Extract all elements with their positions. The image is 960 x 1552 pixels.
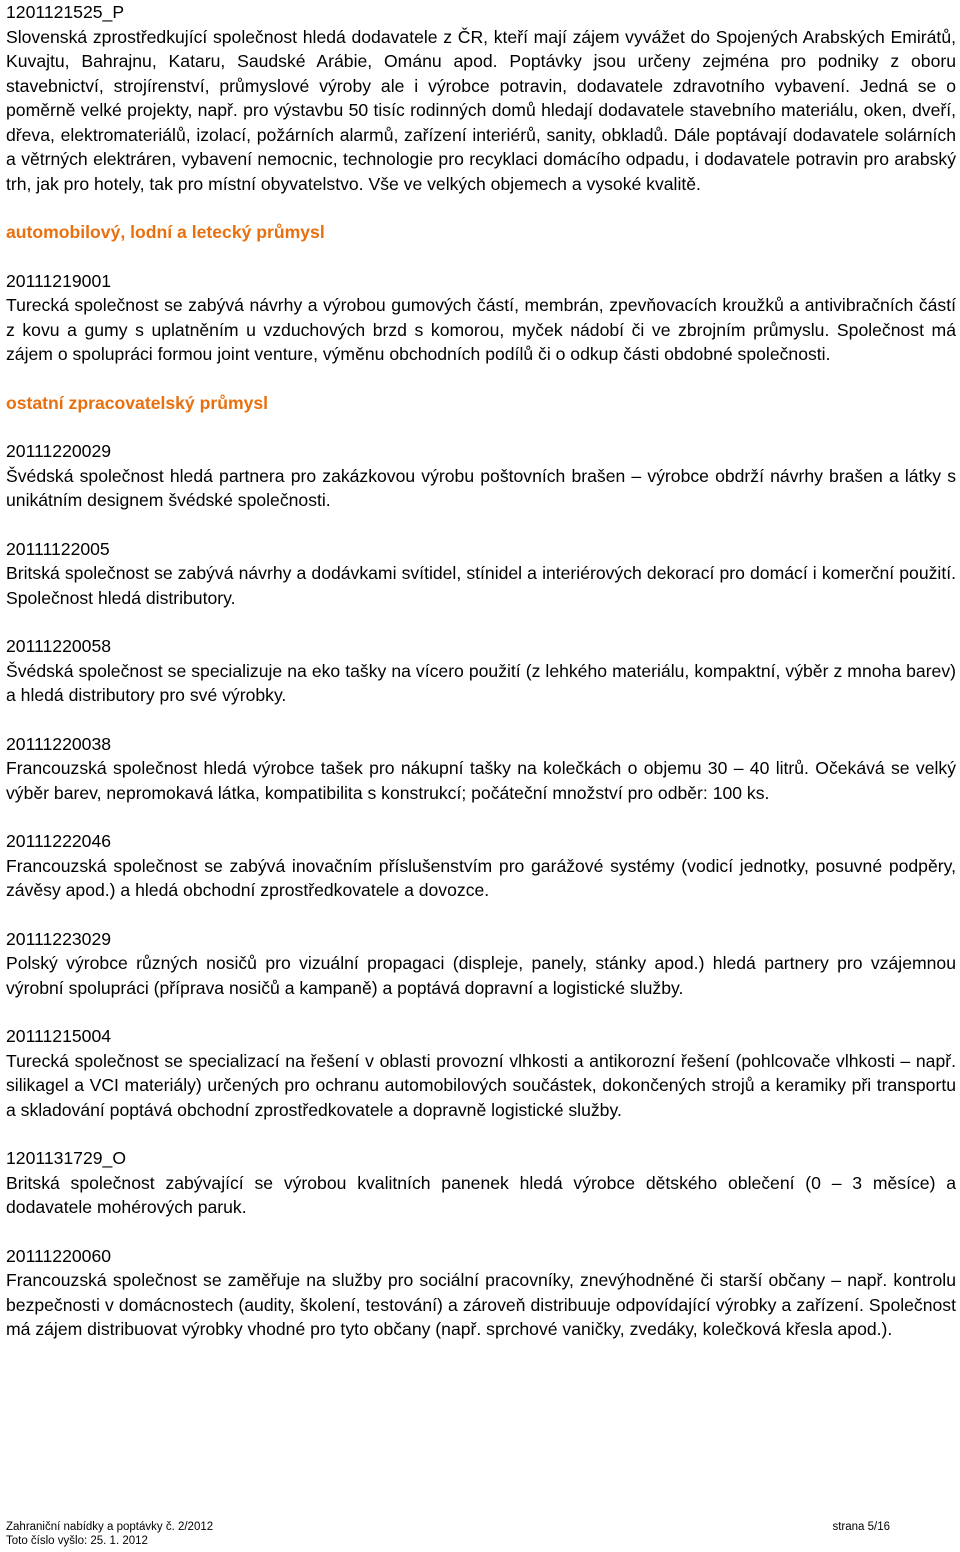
footer-publication: Zahraniční nabídky a poptávky č. 2/2012 <box>6 1521 214 1533</box>
entry-text: Francouzská společnost se zaměřuje na služby pro sociální pracovníky, znevýhodněné či starší občany – např. kontrolu bezpečnosti v domácnostech (audity, školení, testování) a zároveň distribuuje odpovídající výrobky a zařízení. Společnost má zájem distribuovat výrobky vhodné pro tyto občany (např. sprchové vaničky, zvedáky, kolečková křesla apod.). <box>6 1270 956 1339</box>
document-page <box>6 0 956 1342</box>
spacer <box>6 903 956 927</box>
spacer <box>6 415 956 439</box>
entry <box>6 537 956 611</box>
entry-id: 1201131729_O <box>6 1148 127 1168</box>
entry-text: Polský výrobce různých nosičů pro vizuální propagaci (displeje, panely, stánky apod.) hledá partnery pro vzájemnou výrobní spolupráci (příprava nosičů a kampaně) a poptává dopravní a logistické služby. <box>6 953 956 998</box>
entry <box>6 829 956 903</box>
spacer <box>6 367 956 391</box>
footer-issue-date: Toto číslo vyšlo: 25. 1. 2012 <box>6 1535 148 1547</box>
spacer <box>6 1220 956 1244</box>
spacer <box>6 708 956 732</box>
entry-id: 20111219001 <box>6 270 112 291</box>
entry <box>6 1024 956 1122</box>
entry <box>6 732 956 806</box>
entry-text: Britská společnost zabývající se výrobou kvalitních panenek hledá výrobce dětského oblečení (0 – 3 měsíce) a dodavatele mohérových paruk. <box>6 1172 956 1217</box>
entry-id: 20111122005 <box>6 538 110 559</box>
entry <box>6 269 956 367</box>
entry-id: 20111220038 <box>6 733 112 754</box>
entry-id: 20111215004 <box>6 1026 112 1046</box>
entry <box>6 634 956 708</box>
entry-id: 20111220060 <box>6 1245 112 1266</box>
footer-page-number: strana 5/16 <box>832 1521 890 1533</box>
spacer <box>6 610 956 634</box>
entry-text: Slovenská zprostředkující společnost hledá dodavatele z ČR, kteří mají zájem vyvážet do Spojených Arabských Emirátů, Kuvajtu, Bahrajnu, Kataru, Saudské Arábie, Ománu apod. Poptávky jsou určeny zejména pro podniky z oboru stavebnictví, strojírenství, průmyslové výroby ale i výrobce potravin, dodavatele zdravotního vybavení. Jedná se o poměrně velké projekty, např. pro výstavbu 50 tisíc rodinných domů hledají dodavatele stavebního materiálu, oken, dveří, dřeva, elektromateriálů, izolací, požárních alarmů, zařízení interiérů, sanity, obkladů. Dále poptávají dodavatele solárních a větrných elektráren, vybavení nemocnic, technologie pro recyklaci domácího odpadu, i dodavatele potravin pro arabský trh, jak pro hotely, tak pro místní obyvatelstvo. Vše ve velkých objemech a vysoké kvalitě. <box>6 26 956 194</box>
spacer <box>6 1122 956 1146</box>
footer-row <box>6 1520 890 1534</box>
entry <box>6 927 956 1001</box>
spacer <box>6 245 956 269</box>
intro-entry <box>6 0 956 196</box>
section-heading-manufacturing: ostatní zpracovatelský průmysl <box>6 392 269 413</box>
entry-text: Francouzská společnost se zabývá inovačním příslušenstvím pro garážové systémy (vodicí jednotky, posuvné podpěry, závěsy apod.) a hledá obchodní zprostředkovatele a dovozce. <box>6 855 956 900</box>
entry <box>6 439 956 513</box>
entry-id: 20111220029 <box>6 441 112 461</box>
entry-id: 20111220058 <box>6 636 112 656</box>
entry-text: Turecká společnost se zabývá návrhy a výrobou gumových částí, membrán, zpevňovacích kroužků a antivibračních částí z kovu a gumy s uplatněním u vzduchových brzd s komorou, myček nádobí či ve zbrojním průmyslu. Společnost má zájem o spolupráci formou joint venture, výměnu obchodních podílů či o odkup části obdobné společnosti. <box>6 295 956 364</box>
page-footer <box>6 1520 890 1548</box>
entry-text: Švédská společnost hledá partnera pro zakázkovou výrobu poštovních brašen – výrobce obdrží návrhy brašen a látky s unikátním designem švédské společnosti. <box>6 465 956 510</box>
section-heading-automotive: automobilový, lodní a letecký průmysl <box>6 222 325 242</box>
entry-text: Švédská společnost se specializuje na eko tašky na vícero použití (z lehkého materiálu, kompaktní, výběr z mnoha barev) a hledá distributory pro své výrobky. <box>6 660 956 705</box>
entry-id: 20111222046 <box>6 831 112 851</box>
spacer <box>6 513 956 537</box>
spacer <box>6 805 956 829</box>
entry-id: 1201121525_P <box>6 2 125 22</box>
entry-text: Britská společnost se zabývá návrhy a dodávkami svítidel, stínidel a interiérových dekorací pro domácí i komerční použití. Společnost hledá distributory. <box>6 563 956 608</box>
entry-id: 20111223029 <box>6 928 112 949</box>
spacer <box>6 196 956 220</box>
entry <box>6 1244 956 1342</box>
spacer <box>6 1000 956 1024</box>
entry-text: Turecká společnost se specializací na řešení v oblasti provozní vlhkosti a antikorozní řešení (pohlcovače vlhkosti – např. silikagel a VCI materiály) určených pro ochranu automobilových součástek, dokončených strojů a keramiky při transportu a skladování poptává obchodní zprostředkovatele a dopravně logistické služby. <box>6 1050 956 1120</box>
entry-text: Francouzská společnost hledá výrobce tašek pro nákupní tašky na kolečkách o objemu 30 – 40 litrů. Očekává se velký výběr barev, nepromokavá látka, kompatibilita s konstrukcí; počáteční množství pro odběr: 100 ks. <box>6 758 956 803</box>
entry <box>6 1146 956 1220</box>
